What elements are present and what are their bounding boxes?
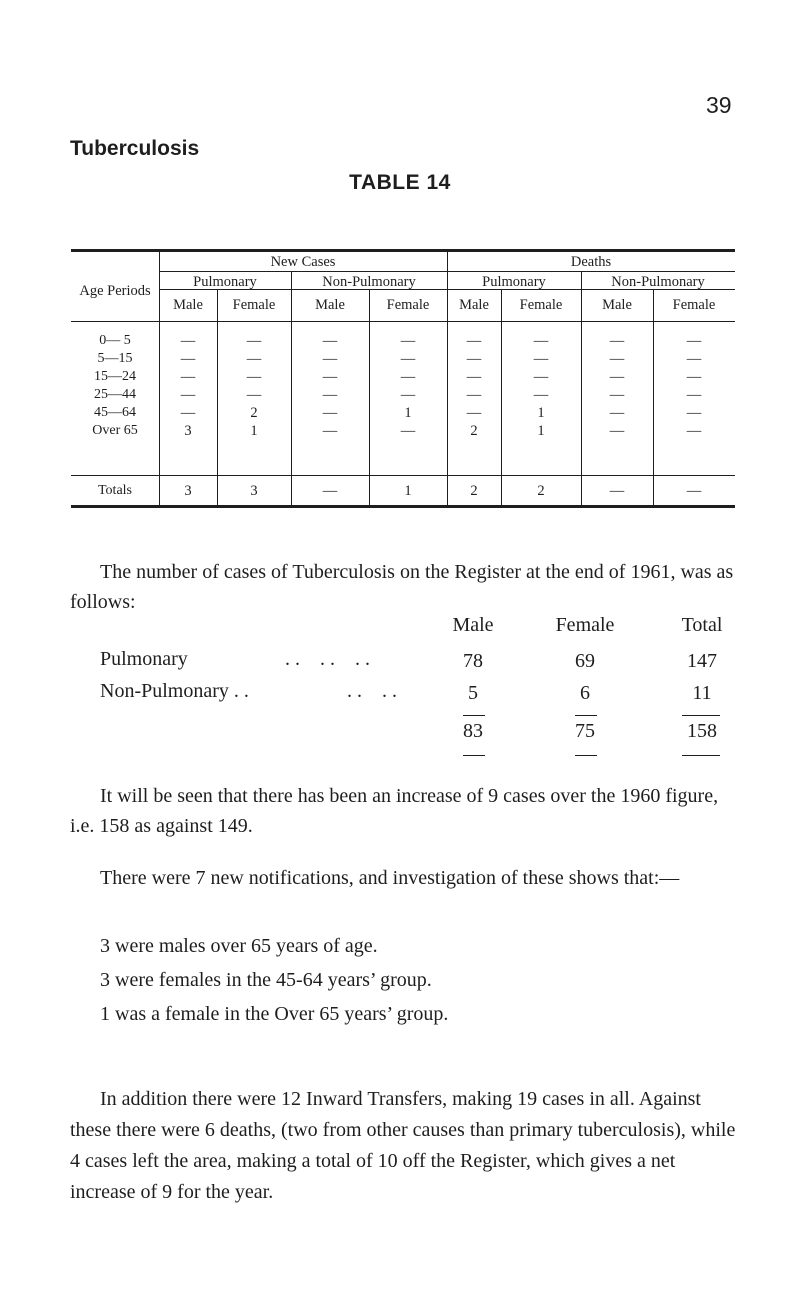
col-header-male: Male [452,614,494,636]
header-deaths: Deaths [570,254,612,270]
table-cell: — [466,387,482,403]
register-total: 11 [692,682,712,704]
register-total-male: 83 [463,720,483,742]
register-row-label: Non-Pulmonary . . [100,680,249,702]
header-male: Male [315,297,345,313]
header-female: Female [672,297,716,313]
totals-cell: 2 [537,483,545,499]
table-cell: — [322,333,338,349]
register-row-label: Pulmonary [100,648,188,670]
header-male: Male [602,297,632,313]
sum-rule [463,715,485,716]
table-cell: — [686,405,702,421]
table-cell: — [180,333,196,349]
table-cell: — [686,351,702,367]
header-deaths-pulmonary: Pulmonary [482,274,546,290]
totals-cell: — [322,483,338,499]
table-bottom-rule [71,505,735,508]
table-cell: — [400,387,416,403]
sum-rule [682,755,720,756]
totals-cell: — [686,483,702,499]
table-title: TABLE 14 [349,171,451,194]
register-total: 147 [687,650,717,672]
table-cell: 2 [250,405,258,421]
table-cell: — [400,333,416,349]
header-bottom-rule [71,321,735,322]
row-label: 0— 5 [99,333,131,348]
table-cell: — [686,387,702,403]
table-cell: — [400,369,416,385]
notifications-paragraph: There were 7 new notifications, and investigation of these shows that:— [100,867,680,889]
table-cell: — [686,333,702,349]
row-label: 5—15 [97,351,133,366]
col-header-total: Total [681,614,723,636]
page-number: 39 [706,92,732,118]
table-cell: — [180,405,196,421]
page-heading: Tuberculosis [70,137,200,160]
totals-label: Totals [97,483,132,498]
table-cell: — [246,369,262,385]
table-cell: — [533,333,549,349]
table-cell: — [609,423,625,439]
register-row-leader: . . . . [347,680,397,702]
sum-rule [575,715,597,716]
table-cell: — [322,423,338,439]
header-deaths-non-pulmonary: Non-Pulmonary [611,274,705,290]
register-male: 5 [468,682,478,704]
table-cell: — [466,369,482,385]
header-male: Male [173,297,203,313]
sum-rule [682,715,720,716]
table-cell: — [533,351,549,367]
table-cell: — [246,351,262,367]
table-cell: — [322,369,338,385]
row-label: Over 65 [92,423,138,438]
table-cell: — [246,387,262,403]
table-cell: 1 [404,405,412,421]
sum-rule [575,755,597,756]
transfers-paragraph: In addition there were 12 Inward Transfers, making 19 cases in all. Against these there were 6 deaths, (two from other causes than primary tuberculosis), while 4 cases left the area, making a total of 10 off the Register, which gives a net increase of 9 for the year. [70,1088,736,1203]
table-cell: — [466,405,482,421]
register-female: 69 [575,650,595,672]
table-cell: — [533,387,549,403]
table-cell: — [400,351,416,367]
sum-rule [463,755,485,756]
header-age-periods: Age Periods [79,283,151,299]
table-cell: — [609,333,625,349]
totals-cell: — [609,483,625,499]
table-cell: 3 [184,423,192,439]
table-cell: — [609,387,625,403]
header-new-pulmonary: Pulmonary [193,274,257,290]
increase-paragraph: It will be seen that there has been an increase of 9 cases over the 1960 figure, i.e. 158 as against 149. [70,785,719,837]
header-new-non-pulmonary: Non-Pulmonary [322,274,416,290]
row-label: 25—44 [94,387,136,402]
row-label: 15—24 [94,369,136,384]
register-total-female: 75 [575,720,595,742]
totals-top-rule [71,475,735,476]
table-cell: — [686,369,702,385]
header-male: Male [459,297,489,313]
totals-cell: 3 [184,483,192,499]
register-female: 6 [580,682,590,704]
table-cell: — [322,351,338,367]
register-row-leader: . . . . . . [285,648,370,670]
table-cell: — [180,351,196,367]
totals-cell: 3 [250,483,258,499]
table-cell: — [533,369,549,385]
table-cell: 2 [470,423,478,439]
table-top-rule [71,249,735,252]
list-item: 3 were males over 65 years of age. [100,935,378,957]
table-cell: — [609,405,625,421]
table-cell: 1 [537,405,545,421]
register-total-total: 158 [687,720,717,742]
header-new-cases: New Cases [270,254,336,270]
table-cell: — [686,423,702,439]
table-cell: — [180,387,196,403]
header-female: Female [519,297,563,313]
list-item: 3 were females in the 45-64 years’ group. [100,969,432,991]
register-male: 78 [463,650,483,672]
table-cell: — [246,333,262,349]
table-cell: — [609,369,625,385]
table-cell: — [609,351,625,367]
totals-cell: 1 [404,483,412,499]
table-cell: — [180,369,196,385]
table-cell: — [466,333,482,349]
totals-cell: 2 [470,483,478,499]
table-cell: 1 [537,423,545,439]
table-cell: 1 [250,423,258,439]
register-intro: The number of cases of Tuberculosis on the Register at the end of 1961, was as follows: [70,561,734,613]
col-header-female: Female [555,614,615,636]
list-item: 1 was a female in the Over 65 years’ group. [100,1003,449,1025]
header-female: Female [386,297,430,313]
tuberculosis-table [71,249,735,509]
header-female: Female [232,297,276,313]
table-cell: — [400,423,416,439]
row-label: 45—64 [94,405,136,420]
table-cell: — [322,405,338,421]
table-cell: — [322,387,338,403]
table-cell: — [466,351,482,367]
